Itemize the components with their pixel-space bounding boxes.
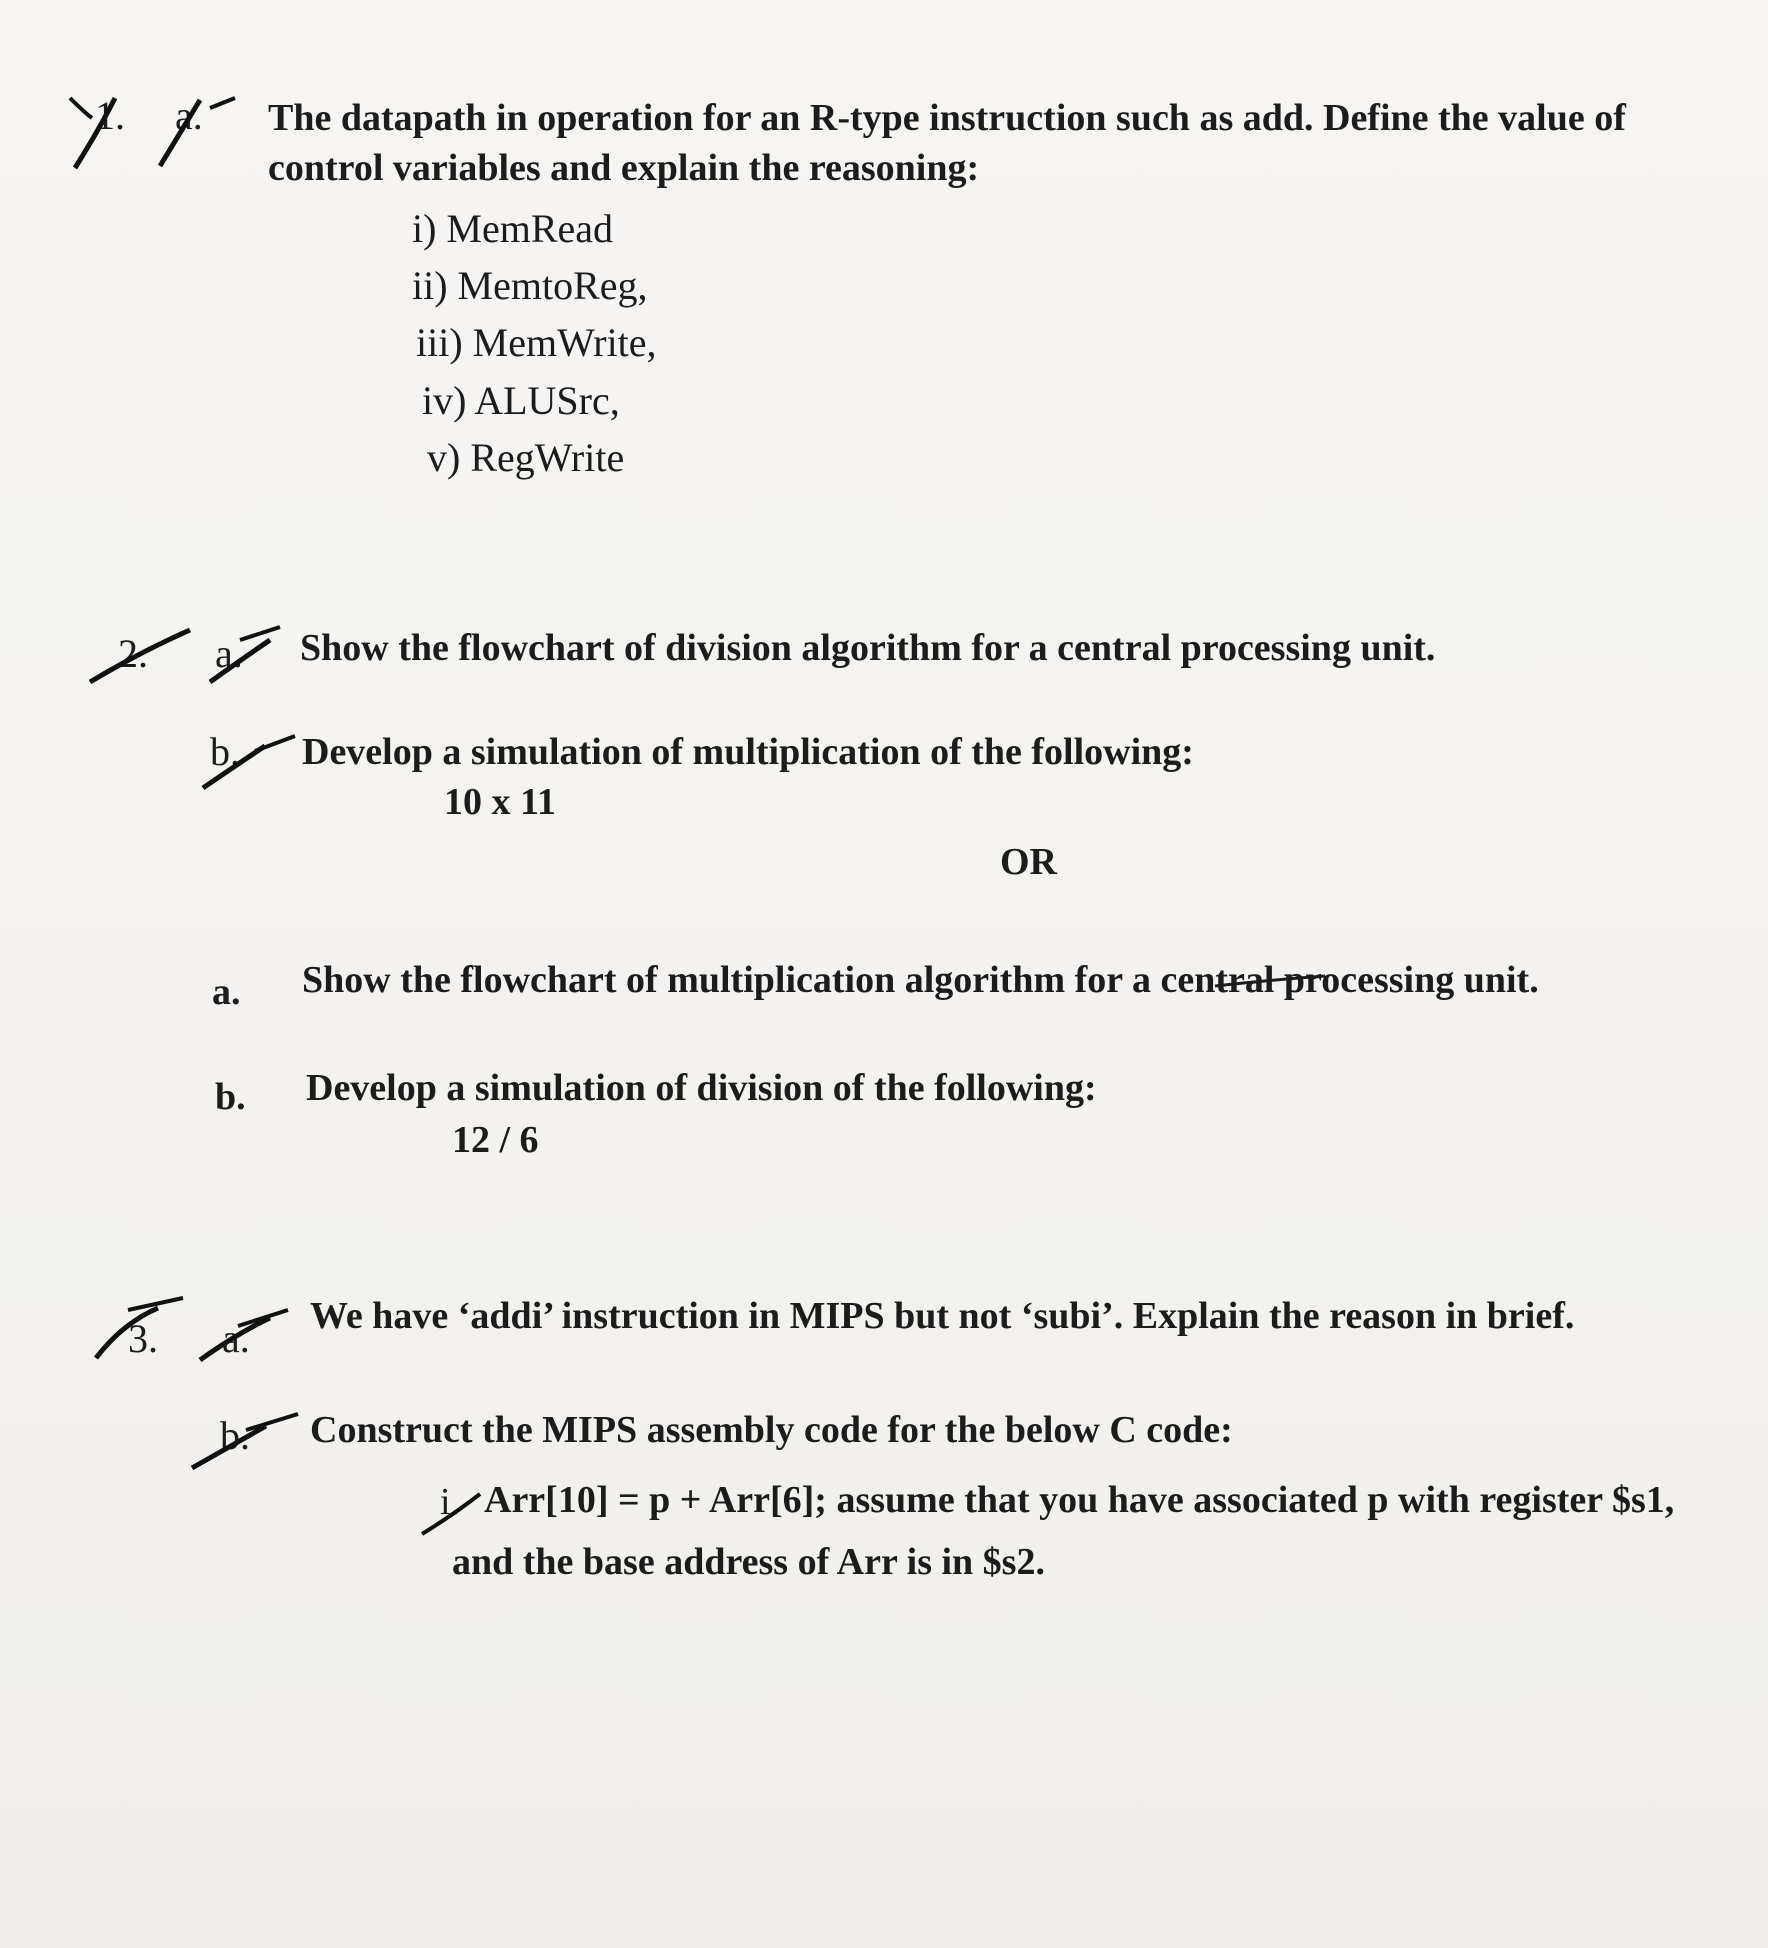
q2-b-expression: 10 x 11 — [444, 781, 556, 823]
q1-stem-line1: The datapath in operation for an R-type instruction such as add. Define the value of — [268, 97, 1626, 139]
q3-b-text: Construct the MIPS assembly code for the below C code: — [310, 1409, 1233, 1451]
q2-alt-b-text: Develop a simulation of division of the following: — [306, 1067, 1097, 1109]
q2-b-text: Develop a simulation of multiplication of the following: — [302, 731, 1194, 773]
q3-b-handwritten-strike — [186, 1408, 306, 1483]
q2-alt-a-pen-strike — [1210, 972, 1330, 997]
q1-item-regwrite: v) RegWrite — [427, 435, 625, 480]
q1-stem-line2: control variables and explain the reasoning: — [268, 147, 980, 189]
q3-a-label: a. — [222, 1316, 250, 1361]
q2-handwritten-strike — [80, 612, 280, 717]
q1-handwritten-strike — [60, 88, 250, 183]
q1-number: 1. — [95, 93, 125, 138]
q3-sub-line2: and the base address of Arr is in $s2. — [452, 1541, 1045, 1583]
q2-b-handwritten-strike — [195, 726, 305, 801]
q2-or-divider: OR — [1000, 841, 1057, 883]
q1-item-memtoreg: ii) MemtoReg, — [412, 263, 648, 308]
q2-number: 2. — [118, 631, 148, 676]
q3-sub-line1: Arr[10] = p + Arr[6]; assume that you have associated p with register $s1, — [484, 1479, 1675, 1521]
q2-a-label: a. — [215, 631, 243, 676]
q2-alt-a-text: Show the flowchart of multiplication algorithm for a central processing unit. — [302, 959, 1539, 1001]
q3-a-text: We have ‘addi’ instruction in MIPS but not ‘subi’. Explain the reason in brief. — [310, 1295, 1575, 1337]
q2-b-label: b. — [210, 729, 240, 774]
q2-alt-b-expression: 12 / 6 — [452, 1119, 539, 1161]
q3-sub-label: i. — [440, 1481, 461, 1523]
q3-b-label: b. — [220, 1413, 250, 1458]
q2-alt-b-label: b. — [215, 1076, 246, 1118]
q3-number: 3. — [128, 1316, 158, 1361]
q1-item-memwrite: iii) MemWrite, — [416, 320, 657, 365]
q3-handwritten-strike — [88, 1288, 288, 1393]
q2-a-text: Show the flowchart of division algorithm for a central processing unit. — [300, 627, 1436, 669]
q1-part-label: a. — [175, 93, 203, 138]
q1-item-alusrc: iv) ALUSrc, — [422, 378, 620, 423]
q2-alt-a-label: a. — [212, 971, 241, 1013]
q1-item-memread: i) MemRead — [412, 206, 614, 251]
